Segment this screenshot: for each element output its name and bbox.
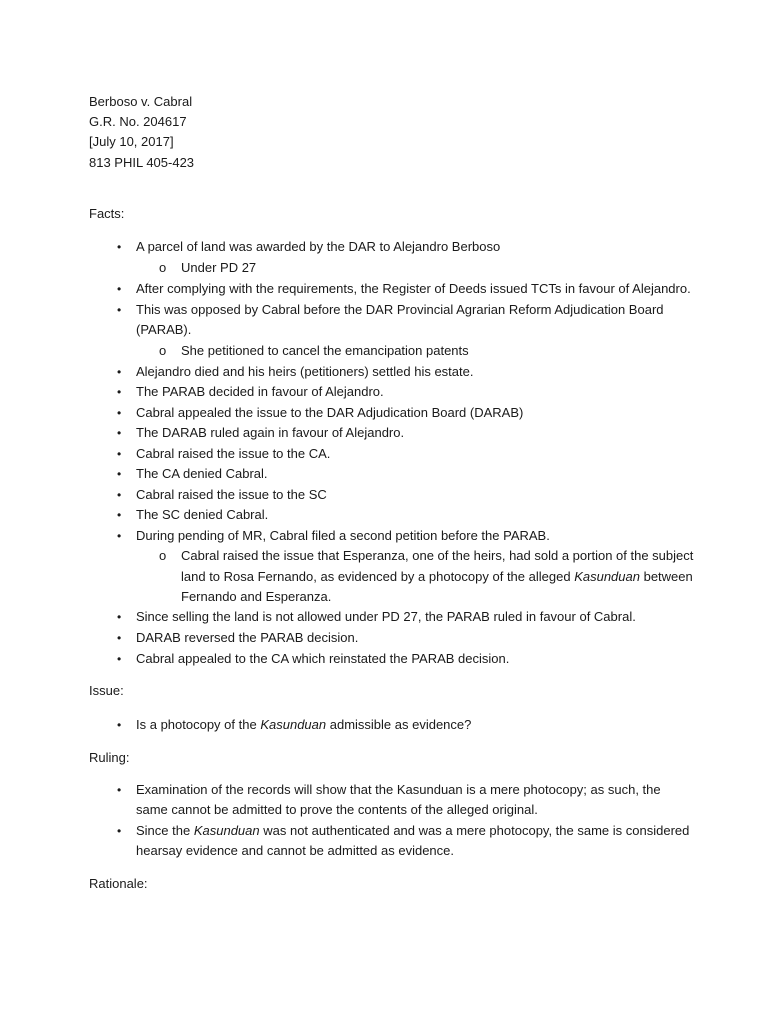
fact-item: DARAB reversed the PARAB decision. xyxy=(136,630,359,645)
ruling-item-continued: hearsay evidence and cannot be admitted as evidence. xyxy=(136,843,454,858)
bullet-glyph: • xyxy=(117,508,122,522)
ruling-item xyxy=(136,821,689,841)
citation: 813 PHIL 405-423 xyxy=(89,155,195,170)
fact-text: between xyxy=(643,569,693,584)
fact-item: After complying with the requirements, the Register of Deeds issued TCTs in favour of Alejandro. xyxy=(136,281,691,296)
fact-sub-item: Under PD 27 xyxy=(181,260,257,275)
bullet-glyph: • xyxy=(117,783,122,797)
ruling-heading: Ruling: xyxy=(89,750,130,765)
bullet-glyph: • xyxy=(117,365,122,379)
ruling-item: Examination of the records will show that the Kasunduan is a mere photocopy; as such, the xyxy=(136,782,661,797)
rationale-heading: Rationale: xyxy=(89,876,148,891)
fact-sub-item-continued xyxy=(181,567,693,587)
ruling-text: Since the xyxy=(136,823,191,838)
fact-item: The CA denied Cabral. xyxy=(136,466,268,481)
case-title: Berboso v. Cabral xyxy=(89,94,193,109)
bullet-glyph: • xyxy=(117,282,122,296)
bullet-glyph: • xyxy=(117,652,122,666)
bullet-glyph: • xyxy=(117,447,122,461)
ruling-text: was not authenticated and was a mere photocopy, the same is considered xyxy=(263,823,690,838)
bullet-glyph: • xyxy=(117,406,122,420)
fact-item: The PARAB decided in favour of Alejandro. xyxy=(136,384,384,399)
bullet-glyph: • xyxy=(117,529,122,543)
issue-item xyxy=(136,715,471,735)
fact-item-continued: (PARAB). xyxy=(136,322,192,337)
facts-heading: Facts: xyxy=(89,206,125,221)
gr-number: G.R. No. 204617 xyxy=(89,114,187,129)
sub-bullet-glyph: o xyxy=(159,260,167,275)
issue-text: Is a photocopy of the xyxy=(136,717,257,732)
issue-text: admissible as evidence? xyxy=(329,717,472,732)
sub-bullet-glyph: o xyxy=(159,548,167,563)
bullet-glyph: • xyxy=(117,240,122,254)
fact-item: A parcel of land was awarded by the DAR to Alejandro Berboso xyxy=(136,239,501,254)
kasunduan-term: Kasunduan xyxy=(574,569,640,584)
fact-item: The DARAB ruled again in favour of Alejandro. xyxy=(136,425,405,440)
ruling-item-continued: same cannot be admitted to prove the contents of the alleged original. xyxy=(136,802,538,817)
bullet-glyph: • xyxy=(117,488,122,502)
fact-text: land to Rosa Fernando, as evidenced by a photocopy of the alleged xyxy=(181,569,571,584)
sub-bullet-glyph: o xyxy=(159,343,167,358)
issue-heading: Issue: xyxy=(89,683,124,698)
fact-item: Cabral raised the issue to the CA. xyxy=(136,446,331,461)
kasunduan-term: Kasunduan xyxy=(193,823,260,838)
bullet-glyph: • xyxy=(117,718,122,732)
fact-item: Cabral appealed to the CA which reinstated the PARAB decision. xyxy=(136,651,510,666)
bullet-glyph: • xyxy=(117,303,122,317)
bullet-glyph: • xyxy=(117,610,122,624)
fact-sub-item: She petitioned to cancel the emancipation patents xyxy=(181,343,469,358)
kasunduan-term: Kasunduan xyxy=(260,717,327,732)
fact-item: Cabral appealed the issue to the DAR Adjudication Board (DARAB) xyxy=(136,405,524,420)
fact-sub-item-continued: Fernando and Esperanza. xyxy=(181,589,332,604)
bullet-glyph: • xyxy=(117,426,122,440)
bullet-glyph: • xyxy=(117,631,122,645)
fact-sub-item: Cabral raised the issue that Esperanza, one of the heirs, had sold a portion of the subject xyxy=(181,548,694,563)
fact-item: This was opposed by Cabral before the DAR Provincial Agrarian Reform Adjudication Board xyxy=(136,302,664,317)
fact-item: The SC denied Cabral. xyxy=(136,507,269,522)
fact-item: Since selling the land is not allowed under PD 27, the PARAB ruled in favour of Cabral. xyxy=(136,609,636,624)
fact-item: Cabral raised the issue to the SC xyxy=(136,487,327,502)
fact-item: During pending of MR, Cabral filed a second petition before the PARAB. xyxy=(136,528,550,543)
bullet-glyph: • xyxy=(117,824,122,838)
bullet-glyph: • xyxy=(117,467,122,481)
fact-item: Alejandro died and his heirs (petitioners) settled his estate. xyxy=(136,364,474,379)
bullet-glyph: • xyxy=(117,385,122,399)
decision-date: [July 10, 2017] xyxy=(89,134,174,149)
